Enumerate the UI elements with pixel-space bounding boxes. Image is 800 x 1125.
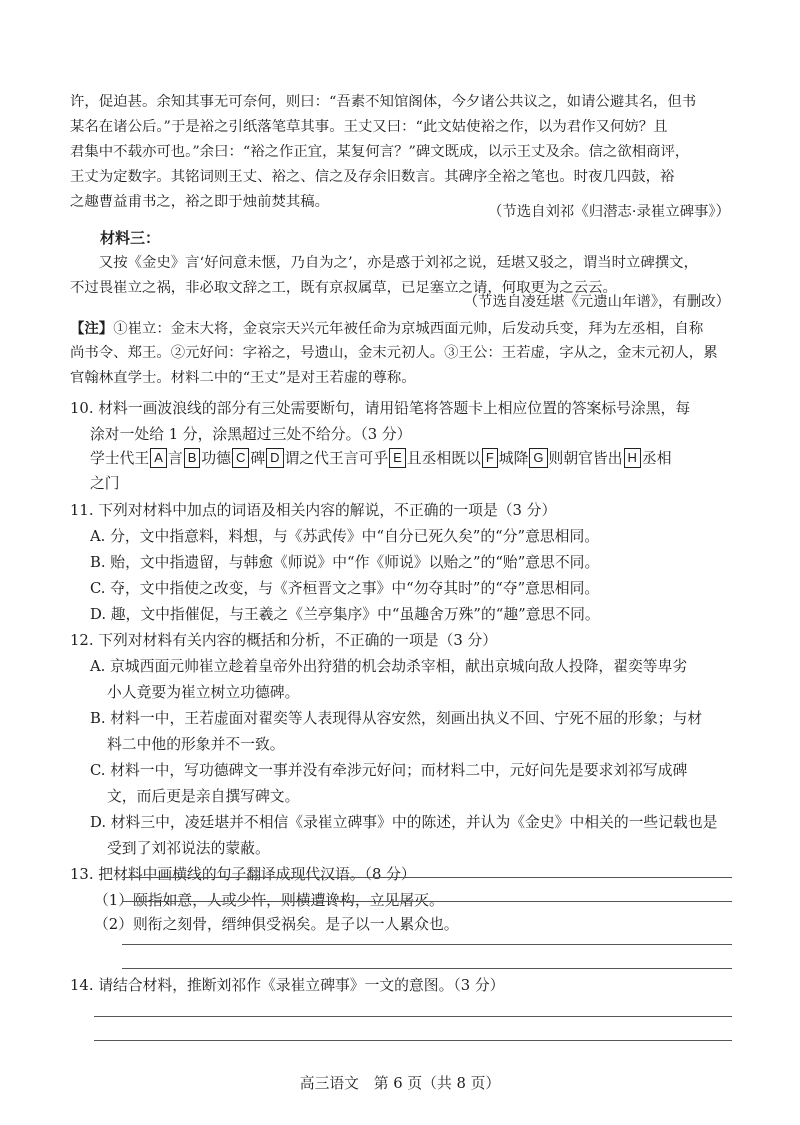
q10-segment: 且丞相既以 <box>406 450 481 467</box>
q12-option-a[interactable]: A. 京城西面元帅崔立趁着皇帝外出狩猎的机会劫杀宰相，献出京城向敌人投降，翟奕等卑劣 <box>90 658 688 675</box>
q10-break-line <box>90 445 732 473</box>
answer-line[interactable] <box>94 1016 732 1017</box>
q12-stem: 12. 下列对材料有关内容的概括和分析，不正确的一项是（3 分） <box>70 632 498 649</box>
q10-box-d[interactable]: D <box>266 448 283 468</box>
q10-stem: 10. 材料一画波浪线的部分有三处需要断句，请用铅笔将答题卡上相应位置的答案标号涂黑，每 <box>70 400 691 417</box>
passage-source: （节选自刘祁《归潜志·录崔立碑事》） <box>487 204 730 220</box>
note-line <box>70 316 732 342</box>
q11-stem: 11. 下列对材料中加点的词语及相关内容的解说，不正确的一项是（3 分） <box>70 502 557 519</box>
q10-box-e[interactable]: E <box>389 448 406 468</box>
material3-source: （节选自凌廷堪《元遗山年谱》，有删改） <box>463 294 730 310</box>
answer-line[interactable] <box>122 944 732 945</box>
q13-sentence-1: （1）颐指如意，人或少忤，则横遭谗构，立见屠灭。 <box>94 892 444 909</box>
q13-sentence-2: （2）则衔之刻骨，缙绅俱受祸矣。是子以一人累众也。 <box>94 916 459 933</box>
q10-box-h[interactable]: H <box>624 448 641 468</box>
q10-box-c[interactable]: C <box>232 448 249 468</box>
passage-line: 王丈为定数字。其铭词则王丈、裕之、信之及存余旧数言。其碑序全裕之笔也。时夜几四鼓，裕 <box>70 169 675 185</box>
note-text: ①崔立：金末大将，金哀宗天兴元年被任命为京城西面元帅，后发动兵变，拜为左丞相，自称 <box>113 321 704 337</box>
q10-segment: 则朝官皆出 <box>548 450 623 467</box>
passage-line: 某名在诸公后。”于是裕之引纸落笔草其事。王丈又曰：“此文姑使裕之作，以为君作又何妨？且 <box>70 119 668 135</box>
answer-line[interactable] <box>122 968 732 969</box>
answer-line[interactable] <box>122 877 732 878</box>
passage-line: 君集中不载亦可也。”余曰：“裕之作正宜，某复何言？”碑文既成，以示王丈及余。信之欲相商评， <box>70 144 690 160</box>
q10-box-a[interactable]: A <box>150 448 167 468</box>
q10-box-f[interactable]: F <box>482 448 498 468</box>
q10-segment: 谓之代王言可乎 <box>284 450 389 467</box>
answer-line[interactable] <box>122 901 732 902</box>
q10-box-b[interactable]: B <box>184 448 201 468</box>
q12-option-b[interactable]: B. 材料一中，王若虚面对翟奕等人表现得从容安然，刻画出执义不回、宁死不屈的形象；与材 <box>90 710 703 727</box>
q10-segment: 碑 <box>250 450 266 467</box>
q12-option-d-cont: 受到了刘祁说法的蒙蔽。 <box>107 840 270 857</box>
passage-line: 许，促迫甚。余知其事无可奈何，则曰：“吾素不知馆阁体，今夕诸公共议之，如请公避其名，但书 <box>70 94 697 110</box>
q14-stem: 14. 请结合材料，推断刘祁作《录崔立碑事》一文的意图。（3 分） <box>70 977 505 994</box>
q12-option-a-cont: 小人竟要为崔立树立功德碑。 <box>107 684 300 701</box>
q13-stem: 13. 把材料中画横线的句子翻译成现代汉语。（8 分） <box>70 866 416 883</box>
note-line: 尚书令、郑王。②元好问：字裕之，号遗山，金末元初人。③王公：王若虚，字从之，金末元初人，累 <box>70 345 718 361</box>
material3-label: 材料三： <box>100 229 161 247</box>
note-tag: 【注】 <box>70 320 114 337</box>
q11-option-b[interactable]: B. 贻，文中指遗留，与韩愈《师说》中“作《师说》以贻之”的“贻”意思不同。 <box>90 554 600 571</box>
passage-line: 之趣曹益甫书之，裕之即于烛前焚其稿。 <box>70 194 330 210</box>
note-line: 官翰林直学士。材料二中的“王丈”是对王若虚的尊称。 <box>70 370 416 386</box>
material3-line: 又按《金史》言‘好问意未惬，乃自为之’，亦是惑于刘祁之说，廷堪又驳之，谓当时立碑撰文， <box>98 255 698 271</box>
q12-option-d[interactable]: D. 材料三中，凌廷堪并不相信《录崔立碑事》中的陈述，并认为《金史》中相关的一些记载也是 <box>90 814 718 831</box>
q12-option-c-cont: 文，而后更是亲自撰写碑文。 <box>107 788 300 805</box>
q10-box-g[interactable]: G <box>529 448 547 468</box>
q11-option-c[interactable]: C. 夺，文中指使之改变，与《齐桓晋文之事》中“勿夺其时”的“夺”意思相同。 <box>90 580 600 597</box>
q10-segment: 丞相 <box>641 450 672 467</box>
q11-option-a[interactable]: A. 分，文中指意料，料想，与《苏武传》中“自分已死久矣”的“分”意思相同。 <box>90 528 600 545</box>
q10-tail: 之门 <box>90 475 120 492</box>
q12-option-b-cont: 料二中他的形象并不一致。 <box>107 736 285 753</box>
q10-stem: 涂对一处给 1 分，涂黑超过三处不给分。（3 分） <box>90 426 412 443</box>
q12-option-c[interactable]: C. 材料一中，写功德碑文一事并没有牵涉元好问；而材料二中，元好问先是要求刘祁写成碑 <box>90 762 688 779</box>
material3-line: 不过畏崔立之祸，非必取文辞之工，既有京叔属草，已足塞立之请，何取更为之云云。 <box>70 280 617 296</box>
q10-segment: 功德 <box>201 450 231 467</box>
q11-option-d[interactable]: D. 趣，文中指催促，与王羲之《兰亭集序》中“虽趣舍万殊”的“趣”意思不同。 <box>90 606 600 623</box>
answer-line[interactable] <box>94 1040 732 1041</box>
q10-segment: 学士代王 <box>90 450 150 467</box>
q10-segment: 言 <box>167 450 183 467</box>
q10-segment: 城降 <box>498 450 529 467</box>
page-footer: 高三语文 第 6 页（共 8 页） <box>299 1075 501 1092</box>
